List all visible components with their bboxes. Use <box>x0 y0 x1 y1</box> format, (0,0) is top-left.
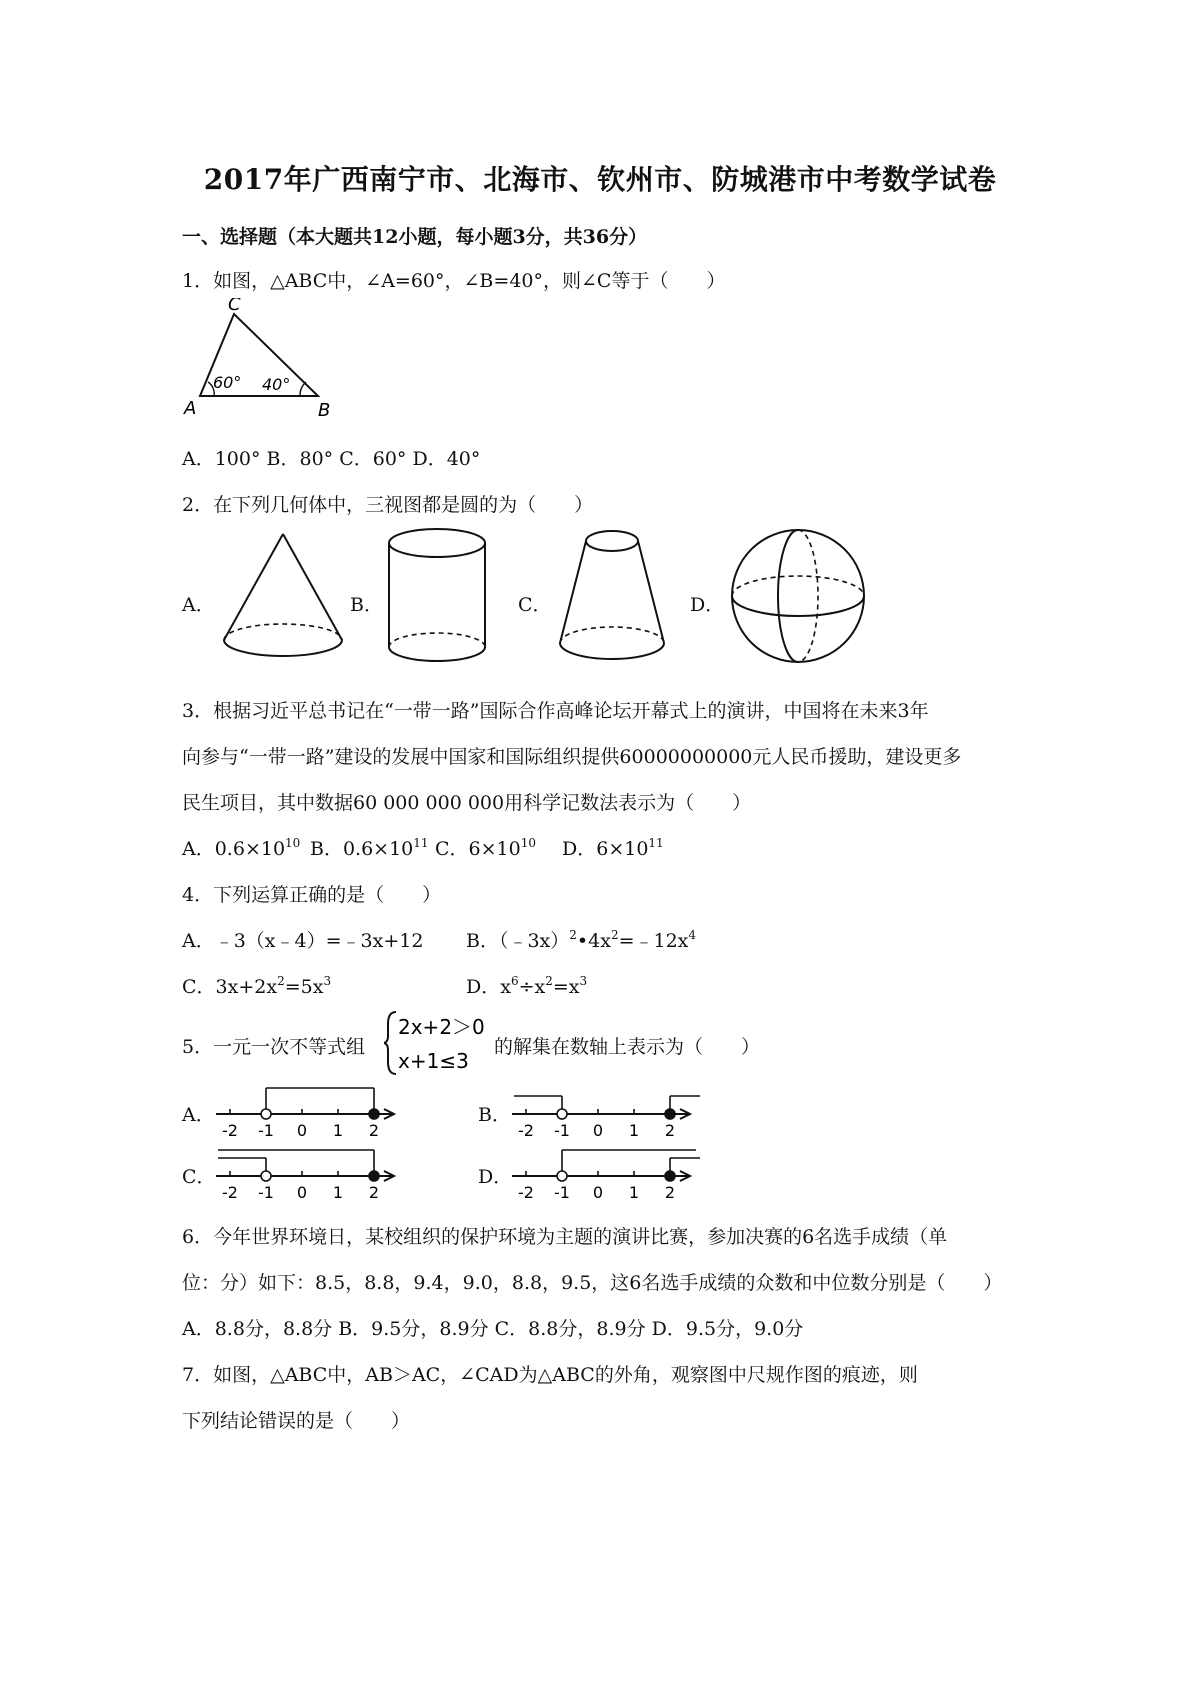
number-line-tick-label: -2 <box>222 1121 238 1140</box>
q1-stem: 1．如图，△ABC中，∠A=60°，∠B=40°，则∠C等于（ ） <box>182 270 726 292</box>
number-line-tick-label: 2 <box>664 1183 676 1202</box>
q5-stem-before: 5．一元一次不等式组 <box>182 1036 366 1058</box>
q7-line-2: 下列结论错误的是（ ） <box>182 1410 411 1432</box>
number-line-tick-label: 0 <box>592 1183 604 1202</box>
q1-vertex-b-label: B <box>318 400 331 421</box>
number-line-tick-label: 2 <box>368 1121 380 1140</box>
number-line-tick-label: 1 <box>332 1183 344 1202</box>
open-point <box>557 1109 567 1119</box>
number-line-tick-label: 0 <box>296 1121 308 1140</box>
q5-inequality-2: x+1≤3 <box>398 1049 469 1073</box>
q2-frustum-figure <box>552 525 672 675</box>
q5-number-line-a <box>216 1078 406 1142</box>
number-line-tick-label: -2 <box>518 1121 534 1140</box>
q4-option-c: C．$3x+2x^2=5x^3$ <box>182 974 332 998</box>
open-point <box>261 1109 271 1119</box>
q2-label-c: C． <box>518 594 552 616</box>
number-line-tick-label: 2 <box>664 1121 676 1140</box>
number-line-tick-label: -1 <box>554 1121 570 1140</box>
q4-option-d: D．$x^6\div x^2=x^3$ <box>466 974 588 998</box>
q1-angle-a-label: 60° <box>213 373 242 392</box>
q2-cone-figure <box>218 530 348 670</box>
q3-option-c: C．$6\times 10^{10}$ <box>435 836 537 860</box>
open-point <box>261 1171 271 1181</box>
q1-angle-b-label: 40° <box>262 375 291 394</box>
q1-options: A．100° B．80° C．60° D．40° <box>182 448 481 470</box>
q3-option-a: A．$0.6\times 10^{10}$ <box>182 836 301 860</box>
q4-option-a: A．﹣3（x﹣4）=﹣3x+12 <box>182 930 424 952</box>
q5-label-a: A． <box>182 1104 215 1126</box>
q3-line-3: 民生项目，其中数据60 000 000 000用科学记数法表示为（ ） <box>182 792 752 814</box>
q3-line-2: 向参与“一带一路”建设的发展中国家和国际组织提供60000000000元人民币援助，建设更多 <box>182 746 962 768</box>
number-line-tick-label: -2 <box>518 1183 534 1202</box>
q5-inequality-system <box>384 1008 492 1078</box>
q5-number-line-d <box>512 1140 702 1204</box>
number-line-tick-label: 0 <box>296 1183 308 1202</box>
q2-label-d: D． <box>690 594 725 616</box>
number-line-tick-label: 1 <box>628 1121 640 1140</box>
q6-line-1: 6．今年世界环境日，某校组织的保护环境为主题的演讲比赛，参加决赛的6名选手成绩（单 <box>182 1226 948 1248</box>
q6-options: A．8.8分，8.8分 B．9.5分，8.9分 C．8.8分，8.9分 D．9.5分，9.0分 <box>182 1318 804 1340</box>
q5-stem-after: 的解集在数轴上表示为（ ） <box>494 1036 761 1058</box>
q7-line-1: 7．如图，△ABC中，AB＞AC，∠CAD为△ABC的外角，观察图中尺规作图的痕迹，则 <box>182 1364 918 1386</box>
number-line-tick-label: 2 <box>368 1183 380 1202</box>
closed-point <box>665 1109 675 1119</box>
q1-triangle-figure <box>180 298 340 428</box>
closed-point <box>369 1171 379 1181</box>
q1-vertex-a-label: A <box>184 398 197 419</box>
q5-number-line-b <box>512 1078 702 1142</box>
q2-sphere-figure <box>728 526 868 666</box>
q5-inequality-1: 2x+2＞0 <box>398 1015 485 1039</box>
number-line-tick-label: 1 <box>332 1121 344 1140</box>
number-line-tick-label: -1 <box>554 1183 570 1202</box>
q4-stem: 4．下列运算正确的是（ ） <box>182 884 442 906</box>
q1-vertex-c-label: C <box>228 298 241 315</box>
number-line-tick-label: -1 <box>258 1121 274 1140</box>
q3-option-b: B．$0.6\times 10^{11}$ <box>310 836 429 860</box>
q2-label-a: A． <box>182 594 215 616</box>
q5-number-line-c <box>216 1140 406 1204</box>
closed-point <box>665 1171 675 1181</box>
open-point <box>557 1171 567 1181</box>
q3-option-d: D．$6\times 10^{11}$ <box>562 836 664 860</box>
q5-label-b: B． <box>478 1104 511 1126</box>
q5-label-d: D． <box>478 1166 513 1188</box>
q2-stem: 2．在下列几何体中，三视图都是圆的为（ ） <box>182 494 594 516</box>
q5-label-c: C． <box>182 1166 216 1188</box>
q2-cylinder-figure <box>382 525 492 675</box>
number-line-tick-label: -1 <box>258 1183 274 1202</box>
q4-option-b: B．$(﹣3x)^2•4x^2=﹣12x^4$ <box>466 928 697 952</box>
number-line-tick-label: -2 <box>222 1183 238 1202</box>
q2-label-b: B． <box>350 594 383 616</box>
number-line-tick-label: 1 <box>628 1183 640 1202</box>
number-line-tick-label: 0 <box>592 1121 604 1140</box>
exam-title: 2017年广西南宁市、北海市、钦州市、防城港市中考数学试卷 <box>203 163 997 196</box>
closed-point <box>369 1109 379 1119</box>
section-heading: 一、选择题（本大题共12小题，每小题3分，共36分） <box>182 226 648 248</box>
q3-line-1: 3．根据习近平总书记在“一带一路”国际合作高峰论坛开幕式上的演讲，中国将在未来3年 <box>182 700 929 722</box>
q6-line-2: 位：分）如下：8.5，8.8，9.4，9.0，8.8，9.5，这6名选手成绩的众数和中位数分别是（ ） <box>182 1272 1003 1294</box>
